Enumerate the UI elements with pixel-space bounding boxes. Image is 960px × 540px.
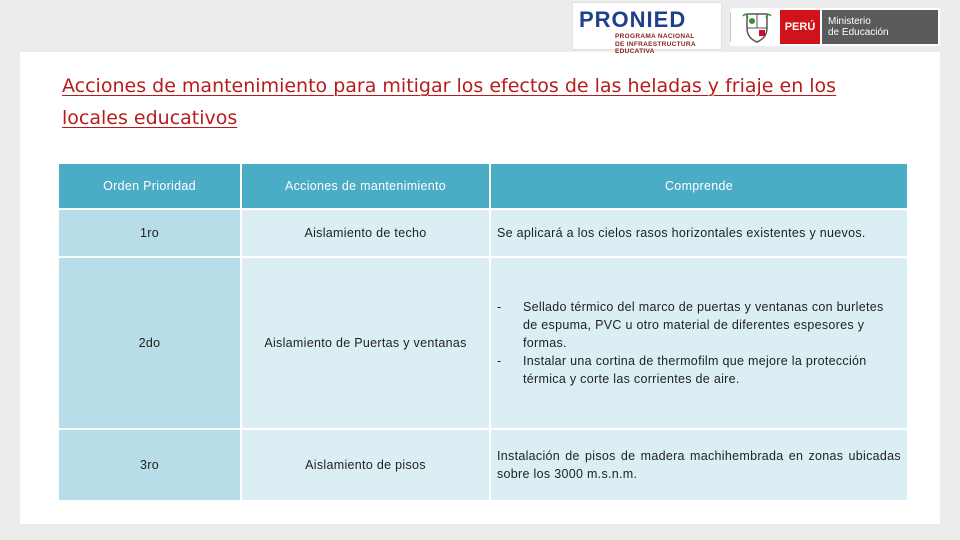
coat-of-arms-icon (742, 10, 772, 44)
header-detail: Comprende (490, 163, 908, 209)
page-title: Acciones de mantenimiento para mitigar los efectos de las heladas y friaje en los locales educativos (62, 75, 837, 129)
action-cell: Aislamiento de techo (241, 209, 490, 257)
pronied-subtitle-line1: PROGRAMA NACIONAL (615, 33, 695, 40)
pronied-wordmark: PRONIED (579, 7, 687, 32)
table-row (58, 209, 908, 257)
pronied-subtitle-line2: DE INFRAESTRUCTURA EDUCATIVA (615, 41, 696, 55)
ministry-line1: Ministerio (828, 16, 871, 27)
maintenance-table (57, 162, 909, 502)
order-cell: 2do (58, 257, 241, 429)
bullet-text: Sellado térmico del marco de puertas y ventanas con burletes de espuma, PVC u otro material de diferentes espesores y formas. (523, 300, 884, 350)
logo-divider (730, 12, 731, 42)
header-action: Acciones de mantenimiento (241, 163, 490, 209)
detail-cell (490, 257, 908, 429)
peru-badge: PERÚ (780, 10, 820, 44)
table-row (58, 257, 908, 429)
action-cell: Aislamiento de pisos (241, 429, 490, 501)
ministry-logo (730, 8, 940, 46)
bullet-text: Instalar una cortina de thermofilm que mejore la protección térmica y corte las corrientes de aire. (523, 354, 867, 386)
order-cell: 1ro (58, 209, 241, 257)
action-cell: Aislamiento de Puertas y ventanas (241, 257, 490, 429)
table-header-row (58, 163, 908, 209)
detail-cell: Instalación de pisos de madera machihembrada en zonas ubicadas sobre los 3000 m.s.n.m. (490, 429, 908, 501)
ministry-badge (822, 10, 938, 44)
ministry-line2: de Educación (828, 27, 889, 38)
dash-bullet-icon: - (497, 300, 502, 314)
detail-cell: Se aplicará a los cielos rasos horizontales existentes y nuevos. (490, 209, 908, 257)
list-item (497, 352, 901, 388)
detail-bullet-list (497, 298, 901, 388)
list-item (497, 298, 901, 352)
dash-bullet-icon: - (497, 354, 502, 368)
header-order: Orden Prioridad (58, 163, 241, 209)
table-row (58, 429, 908, 501)
pronied-logo (572, 2, 722, 55)
order-cell: 3ro (58, 429, 241, 501)
